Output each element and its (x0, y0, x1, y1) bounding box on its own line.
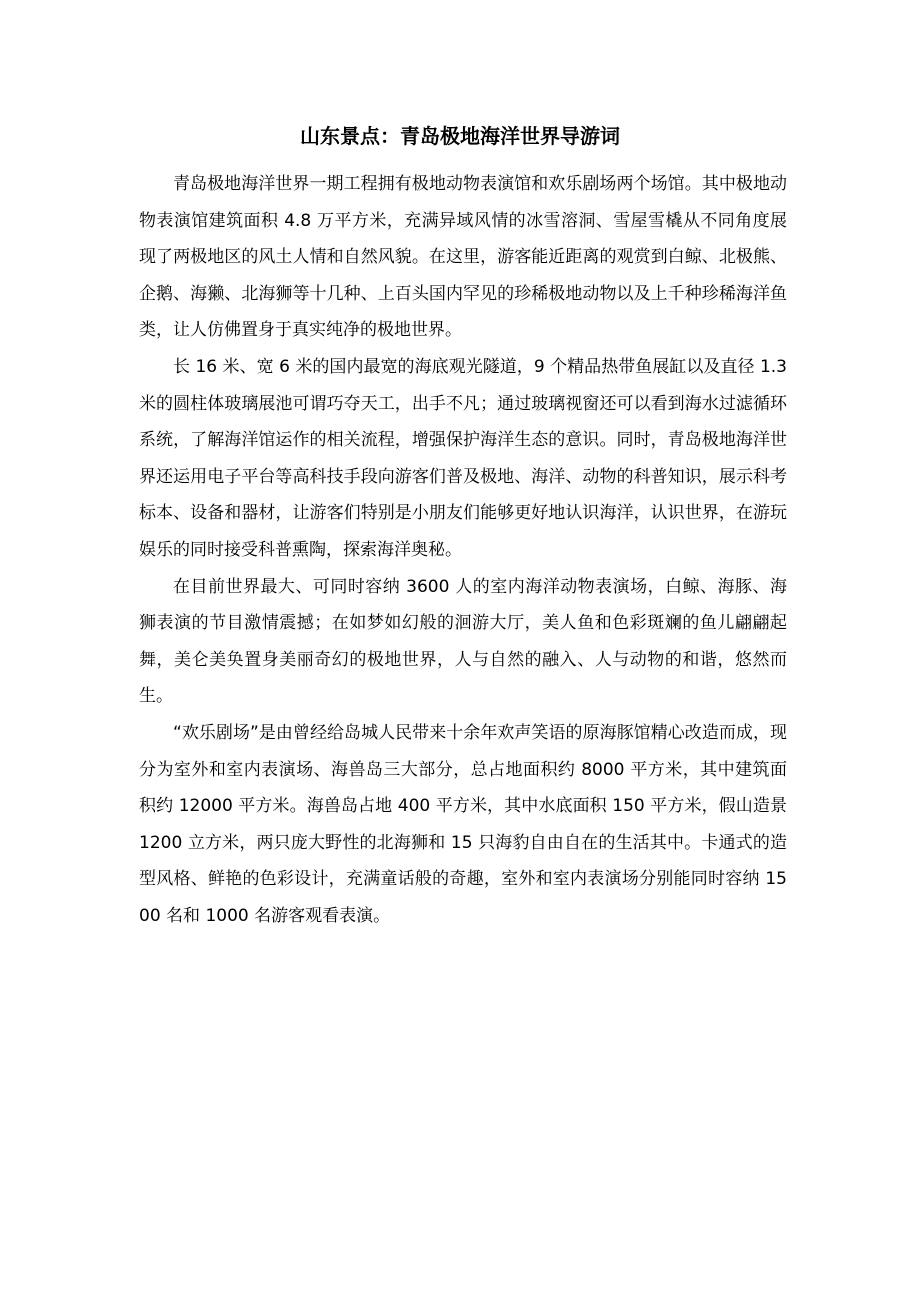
paragraph-1: 青岛极地海洋世界一期工程拥有极地动物表演馆和欢乐剧场两个场馆。其中极地动物表演馆建筑面积 4.8 万平方米，充满异域风情的冰雪溶洞、雪屋雪橇从不同角度展现了两极地区的风土人情和自然风貌。在这里，游客能近距离的观赏到白鲸、北极熊、企鹅、海獭、北海狮等十几种、上百头国内罕见的珍稀极地动物以及上千种珍稀海洋鱼类，让人仿佛置身于真实纯净的极地世界。 (139, 174, 787, 341)
paragraph-2: 长 16 米、宽 6 米的国内最宽的海底观光隧道，9 个精品热带鱼展缸以及直径 1.3 米的圆柱体玻璃展池可谓巧夺天工，出手不凡；通过玻璃视窗还可以看到海水过滤循环系统，了解海洋馆运作的相关流程，增强保护海洋生态的意识。同时，青岛极地海洋世界还运用电子平台等高科技手段向游客们普及极地、海洋、动物的科普知识，展示科考标本、设备和器材，让游客们特别是小朋友们能够更好地认识海洋，认识世界，在游玩娱乐的同时接受科普熏陶，探索海洋奥秘。 (139, 356, 787, 560)
paragraph-3: 在目前世界最大、可同时容纳 3600 人的室内海洋动物表演场，白鲸、海豚、海狮表演的节目激情震撼；在如梦如幻般的洄游大厅，美人鱼和色彩斑斓的鱼儿翩翩起舞，美仑美奂置身美丽奇幻的极地世界，人与自然的融入、人与动物的和谐，悠然而生。 (139, 576, 787, 707)
document-body (139, 166, 787, 934)
paragraph-4: “欢乐剧场”是由曾经给岛城人民带来十余年欢声笑语的原海豚馆精心改造而成，现分为室外和室内表演场、海兽岛三大部分，总占地面积约 8000 平方米，其中建筑面积约 12000 平方米。海兽岛占地 400 平方米，其中水底面积 150 平方米，假山造景 1200 立方米，两只庞大野性的北海狮和 15 只海豹自由自在的生活其中。卡通式的造型风格、鲜艳的色彩设计，充满童话般的奇趣，室外和室内表演场分别能同时容纳 1500 名和 1000 名游客观看表演。 (139, 722, 787, 926)
document-title: 山东景点：青岛极地海洋世界导游词 (300, 124, 620, 148)
